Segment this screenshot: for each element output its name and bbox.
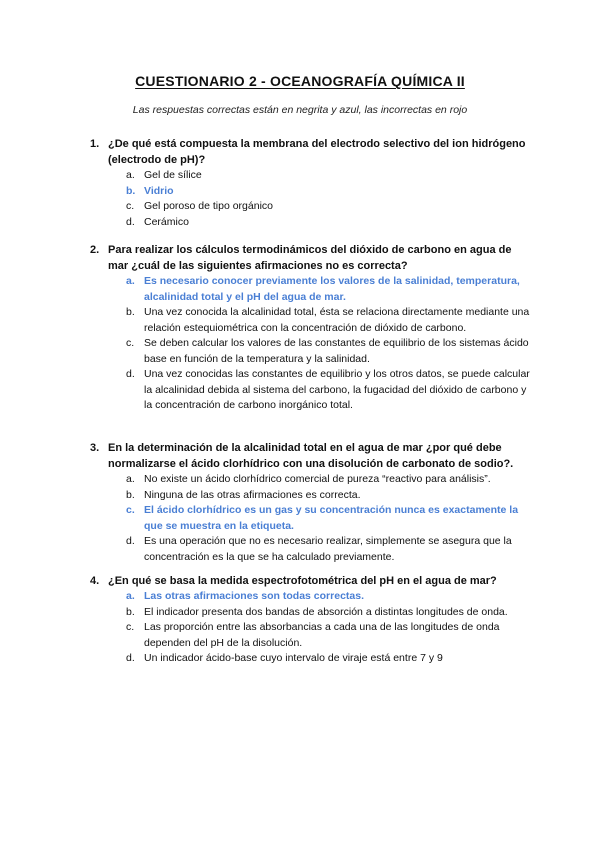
option-letter: c. [126, 504, 135, 516]
option-text: Las proporción entre las absorbancias a cada una de las longitudes de onda dependen del pH de la disolución. [144, 621, 500, 649]
question-number: 4. [90, 575, 100, 587]
option-letter: c. [126, 337, 135, 349]
option-letter: a. [126, 590, 135, 602]
option-c [126, 503, 530, 534]
option-a [126, 472, 530, 488]
option-text: Un indicador ácido-base cuyo intervalo de viraje está entre 7 y 9 [144, 652, 443, 664]
option-text: Gel poroso de tipo orgánico [144, 200, 273, 212]
option-text: El ácido clorhídrico es un gas y su concentración nunca es exactamente la que se muestra en la etiqueta. [144, 504, 519, 532]
options-list [90, 168, 530, 230]
option-text: Se deben calcular los valores de las constantes de equilibrio de los sistemas ácido base en función de la temperatura y la salinidad. [144, 337, 529, 365]
option-a [126, 589, 530, 605]
option-letter: b. [126, 488, 135, 501]
question-text: ¿De qué está compuesta la membrana del electrodo selectivo del ion hidrógeno (electrodo de pH)? [108, 138, 526, 166]
option-b [126, 488, 530, 504]
option-b [126, 305, 530, 336]
option-text: Gel de sílice [144, 169, 202, 181]
option-letter: b. [126, 184, 136, 197]
option-d [126, 651, 530, 667]
page-subtitle: Las respuestas correctas están en negrita y azul, las incorrectas en rojo [132, 104, 468, 116]
question-3 [90, 440, 530, 565]
option-text: Las otras afirmaciones son todas correctas. [144, 590, 365, 602]
option-letter: c. [126, 200, 135, 212]
option-letter: d. [126, 215, 135, 228]
option-c [126, 199, 530, 215]
question-text: ¿En qué se basa la medida espectrofotométrica del pH en el agua de mar? [108, 575, 497, 587]
question-number: 1. [90, 138, 100, 150]
option-letter: d. [126, 535, 135, 547]
option-a [126, 274, 530, 305]
question-text: Para realizar los cálculos termodinámicos del dióxido de carbono en agua de mar ¿cuál de las siguientes afirmaciones no es correcta? [108, 244, 512, 272]
option-letter: d. [126, 368, 135, 380]
options-list [90, 274, 530, 414]
question-text: En la determinación de la alcalinidad total en el agua de mar ¿por qué debe normalizarse el ácido clorhídrico con una disolución de carbonato de sodio?. [108, 442, 514, 470]
question-1 [90, 136, 530, 230]
option-letter: d. [126, 652, 135, 664]
option-letter: c. [126, 621, 135, 633]
option-letter: a. [126, 473, 135, 485]
option-text: Una vez conocida la alcalinidad total, ésta se relaciona directamente mediante una relación estequiométrica con la concentración de dióxido de carbono. [144, 306, 530, 334]
question-number: 2. [90, 244, 100, 256]
option-a [126, 168, 530, 184]
option-b [126, 605, 530, 621]
option-letter: b. [126, 306, 135, 318]
option-b [126, 184, 530, 200]
option-d [126, 215, 530, 231]
question-number: 3. [90, 442, 100, 454]
option-d [126, 534, 530, 565]
option-text: Una vez conocidas las constantes de equilibrio y los otros datos, se puede calcular la alcalinidad debida al sistema del carbono, la fugacidad del dióxido de carbono y la concentración de carbono inorgánico total. [144, 368, 530, 411]
options-list [90, 589, 530, 667]
option-text: No existe un ácido clorhídrico comercial de pureza “reactivo para análisis”. [144, 473, 491, 485]
option-text: Vidrio [144, 184, 174, 197]
option-text: El indicador presenta dos bandas de absorción a distintas longitudes de onda. [144, 605, 508, 618]
option-text: Cerámico [144, 215, 189, 228]
option-letter: b. [126, 605, 135, 618]
option-letter: a. [126, 275, 135, 287]
option-text: Es necesario conocer previamente los valores de la salinidad, temperatura, alcalinidad total y el pH del agua de mar. [144, 275, 520, 303]
option-c [126, 336, 530, 367]
option-text: Es una operación que no es necesario realizar, simplemente se asegura que la concentración es la que se ha calculado previamente. [144, 535, 512, 563]
page-title: CUESTIONARIO 2 - OCEANOGRAFÍA QUÍMICA II [135, 73, 465, 89]
option-text: Ninguna de las otras afirmaciones es correcta. [144, 488, 361, 501]
option-letter: a. [126, 169, 135, 181]
options-list [90, 472, 530, 565]
question-4 [90, 573, 530, 667]
option-d [126, 367, 530, 414]
question-2 [90, 242, 530, 414]
option-c [126, 620, 530, 651]
